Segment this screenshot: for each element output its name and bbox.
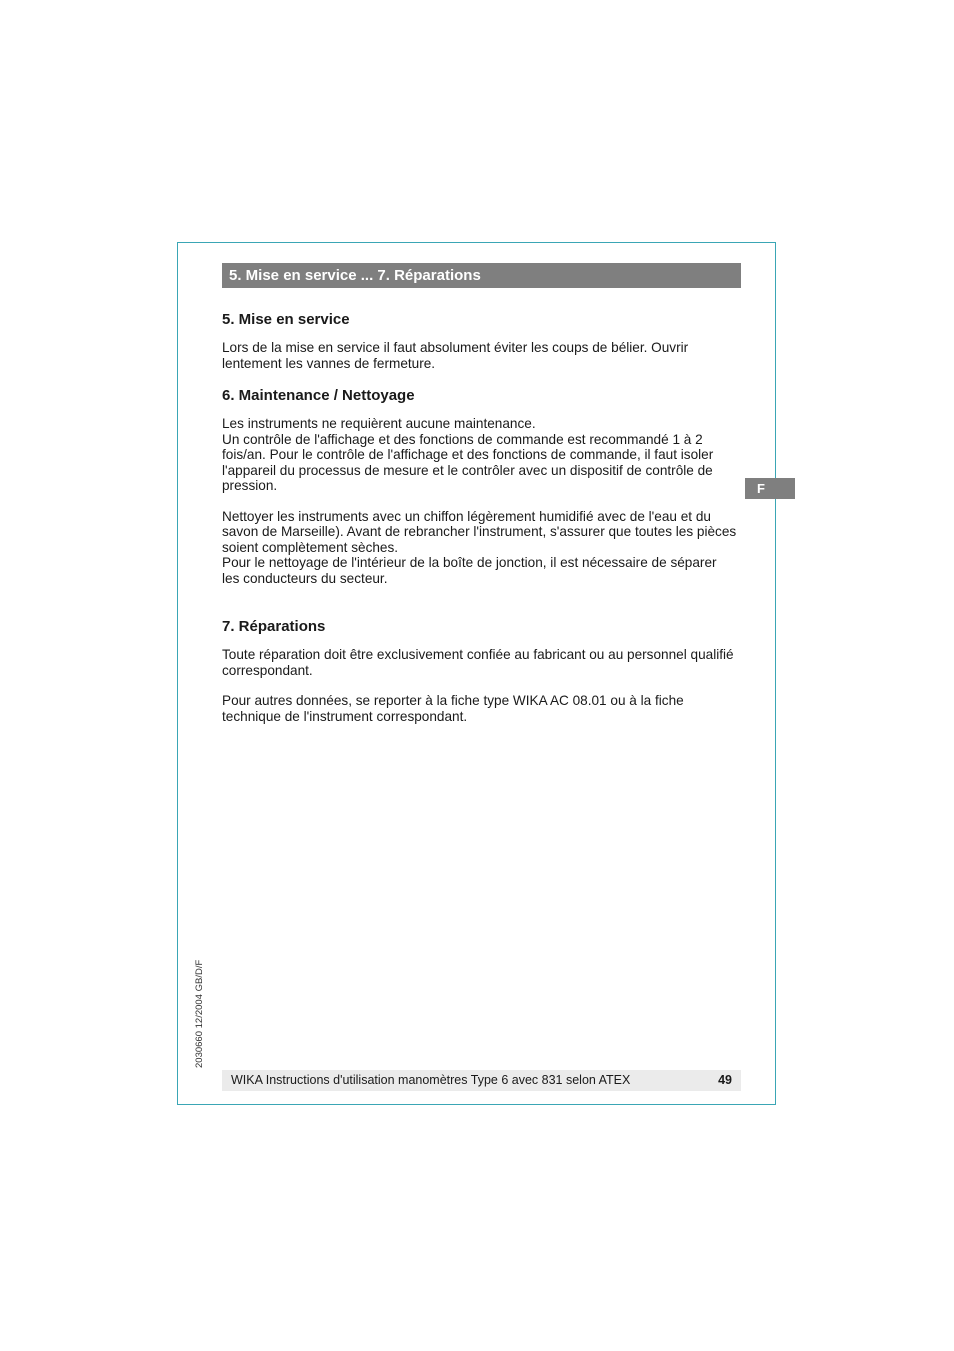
paragraph: Pour autres données, se reporter à la fiche type WIKA AC 08.01 ou à la fiche technique de l'instrument correspondant. <box>222 693 684 724</box>
footer-text: WIKA Instructions d'utilisation manomètres Type 6 avec 831 selon ATEX <box>231 1073 631 1087</box>
page-number: 49 <box>718 1073 732 1087</box>
paragraph: Nettoyer les instruments avec un chiffon légèrement humidifié avec de l'eau et du savon de Marseille). Avant de rebrancher l'instrument, s'assurer que toutes les pièces soient complètement sèches. <box>222 508 737 555</box>
paragraph: Les instruments ne requièrent aucune maintenance. <box>222 416 536 431</box>
section-title-maintenance: 6. Maintenance / Nettoyage <box>222 387 415 404</box>
section-header-bar: 5. Mise en service ... 7. Réparations <box>222 263 741 288</box>
document-code: 2030660 12/2004 GB/D/F <box>194 959 205 1068</box>
document-content <box>222 309 737 724</box>
footer-bar <box>222 1070 741 1091</box>
paragraph: Toute réparation doit être exclusivement confiée au fabricant ou au personnel qualifié correspondant. <box>222 647 734 678</box>
paragraph: Lors de la mise en service il faut absolument éviter les coups de bélier. Ouvrir lentement les vannes de fermeture. <box>222 340 689 371</box>
language-tab: F <box>745 478 795 499</box>
section-title-mise-en-service: 5. Mise en service <box>222 311 350 328</box>
paragraph: Un contrôle de l'affichage et des fonctions de commande est recommandé 1 à 2 fois/an. Pour le contrôle de l'affichage et des fonctions de commande, il faut isoler l'appareil du processus de mesure et le contrôler avec un dispositif de contrôle de pression. <box>222 431 714 493</box>
paragraph: Pour le nettoyage de l'intérieur de la boîte de jonction, il est nécessaire de séparer les conducteurs du secteur. <box>222 555 717 586</box>
section-title-reparations: 7. Réparations <box>222 618 326 635</box>
